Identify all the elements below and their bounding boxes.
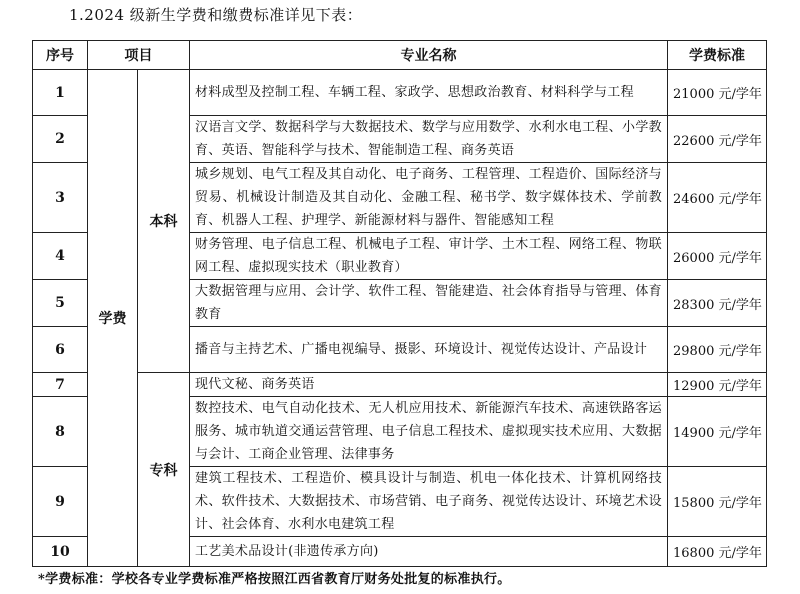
major-names: 工艺美术品设计(非遗传承方向)	[190, 537, 668, 567]
category-benke: 本科	[138, 70, 190, 373]
row-number: 7	[33, 373, 88, 397]
fee-value: 16800 元/学年	[668, 537, 767, 567]
fee-value: 21000 元/学年	[668, 70, 767, 116]
major-names: 建筑工程技术、工程造价、模具设计与制造、机电一体化技术、计算机网络技术、软件技术、大数据技术、市场营销、电子商务、视觉传达设计、环境艺术设计、社会体育、水利水电建筑工程	[190, 467, 668, 537]
fee-value: 15800 元/学年	[668, 467, 767, 537]
fee-table	[32, 40, 767, 567]
major-names: 播音与主持艺术、广播电视编导、摄影、环境设计、视觉传达设计、产品设计	[190, 327, 668, 373]
table-row	[33, 70, 767, 116]
fee-value: 22600 元/学年	[668, 116, 767, 163]
header-row	[33, 41, 767, 70]
fee-value: 24600 元/学年	[668, 163, 767, 233]
header-item: 项目	[88, 41, 190, 70]
fee-value: 29800 元/学年	[668, 327, 767, 373]
row-number: 1	[33, 70, 88, 116]
major-names: 现代文秘、商务英语	[190, 373, 668, 397]
fee-value: 14900 元/学年	[668, 397, 767, 467]
row-number: 6	[33, 327, 88, 373]
major-names: 汉语言文学、数据科学与大数据技术、数学与应用数学、水利水电工程、小学教育、英语、智能科学与技术、智能制造工程、商务英语	[190, 116, 668, 163]
section-heading: 1.2024 级新生学费和缴费标准详见下表：	[69, 6, 363, 24]
row-number: 9	[33, 467, 88, 537]
major-names: 数控技术、电气自动化技术、无人机应用技术、新能源汽车技术、高速铁路客运服务、城市轨道交通运营管理、电子信息工程技术、虚拟现实技术应用、大数据与会计、工商企业管理、法律事务	[190, 397, 668, 467]
header-fee: 学费标准	[668, 41, 767, 70]
row-number: 5	[33, 280, 88, 327]
major-names: 财务管理、电子信息工程、机械电子工程、审计学、土木工程、网络工程、物联网工程、虚拟现实技术（职业教育）	[190, 233, 668, 280]
item-label: 学费	[88, 70, 138, 567]
fee-value: 28300 元/学年	[668, 280, 767, 327]
row-number: 3	[33, 163, 88, 233]
row-number: 10	[33, 537, 88, 567]
row-number: 8	[33, 397, 88, 467]
major-names: 材料成型及控制工程、车辆工程、家政学、思想政治教育、材料科学与工程	[190, 70, 668, 116]
fee-value: 12900 元/学年	[668, 373, 767, 397]
row-number: 2	[33, 116, 88, 163]
header-major: 专业名称	[190, 41, 668, 70]
row-number: 4	[33, 233, 88, 280]
table-row	[33, 373, 767, 397]
fee-value: 26000 元/学年	[668, 233, 767, 280]
header-no: 序号	[33, 41, 88, 70]
major-names: 大数据管理与应用、会计学、软件工程、智能建造、社会体育指导与管理、体育教育	[190, 280, 668, 327]
footnote: *学费标准：学校各专业学费标准严格按照江西省教育厅财务处批复的标准执行。	[38, 572, 511, 587]
major-names: 城乡规划、电气工程及其自动化、电子商务、工程管理、工程造价、国际经济与贸易、机械设计制造及其自动化、金融工程、秘书学、数字媒体技术、学前教育、机器人工程、护理学、新能源材料与器件、智能感知工程	[190, 163, 668, 233]
category-zhuanke: 专科	[138, 373, 190, 567]
